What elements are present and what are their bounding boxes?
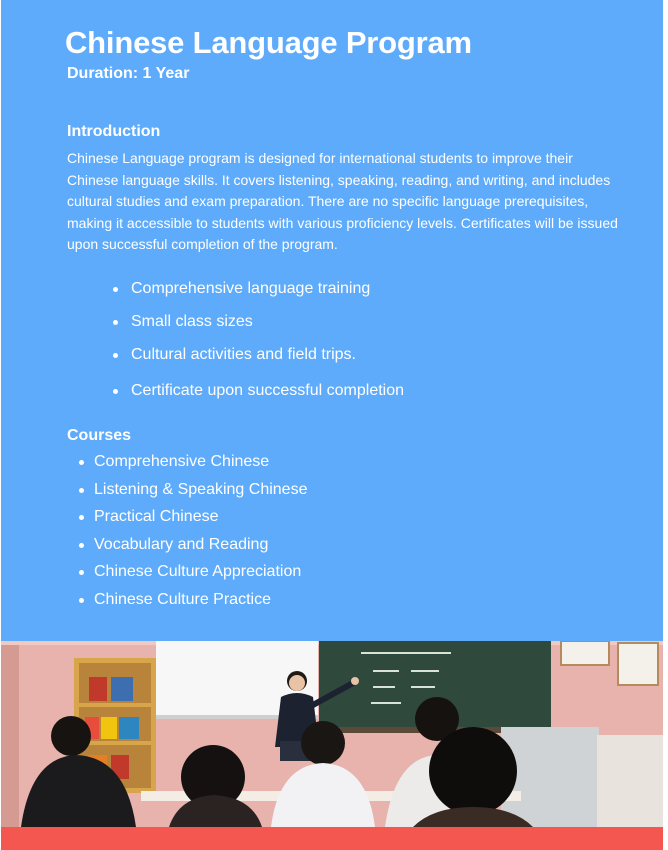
course-item: Practical Chinese: [77, 506, 307, 534]
program-duration: Duration: 1 Year: [67, 65, 190, 82]
page-title: Chinese Language Program: [65, 25, 472, 60]
footer-bar: [1, 827, 663, 850]
courses-list: [77, 451, 307, 616]
feature-item: Certificate upon successful completion: [109, 379, 404, 415]
courses-heading: Courses: [67, 427, 132, 444]
course-item: Listening & Speaking Chinese: [77, 479, 307, 507]
course-item: Vocabulary and Reading: [77, 534, 307, 562]
course-item: Chinese Culture Appreciation: [77, 561, 307, 589]
program-page: [1, 0, 663, 850]
feature-item: Small class sizes: [109, 310, 404, 343]
classroom-photo: [1, 641, 663, 827]
feature-item: Comprehensive language training: [109, 277, 404, 310]
course-item: Chinese Culture Practice: [77, 589, 307, 617]
features-list: [109, 277, 404, 415]
introduction-text: Chinese Language program is designed for international students to improve their Chinese language skills. It covers listening, speaking, reading, and writing, and includes cultural studies and exam preparation. There are no specific language prerequisites, making it accessible to students with various proficiency levels. Certificates will be issued upon successful completion of the program.: [67, 150, 618, 253]
introduction-heading: Introduction: [67, 123, 161, 140]
feature-item: Cultural activities and field trips.: [109, 343, 404, 379]
classroom-illustration: [1, 641, 663, 827]
course-item: Comprehensive Chinese: [77, 451, 307, 479]
